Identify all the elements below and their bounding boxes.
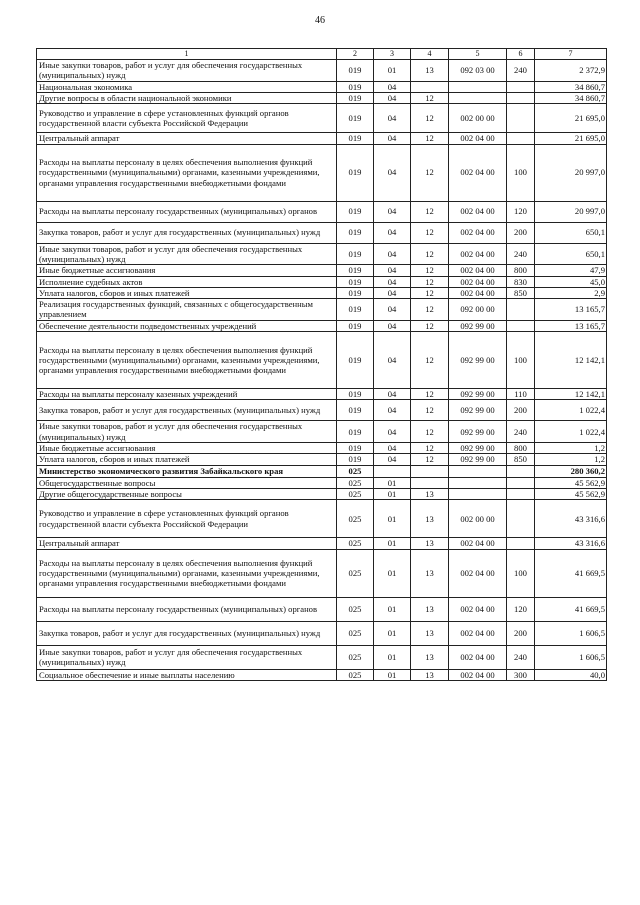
row-gr-code: 019: [337, 92, 374, 103]
row-target-item: [449, 488, 507, 499]
row-amount: 280 360,2: [535, 465, 607, 477]
row-amount: 41 669,5: [535, 597, 607, 621]
row-gr-code: 019: [337, 81, 374, 92]
row-name: Уплата налогов, сборов и иных платежей: [37, 454, 337, 465]
row-expense-type: 120: [507, 201, 535, 222]
row-amount: 20 997,0: [535, 144, 607, 201]
row-gr-code: 019: [337, 276, 374, 287]
table-row: [37, 549, 607, 597]
row-amount: 34 860,7: [535, 92, 607, 103]
row-subsection: 12: [411, 454, 449, 465]
row-target-item: 002 04 00: [449, 538, 507, 549]
row-name: Общегосударственные вопросы: [37, 477, 337, 488]
row-name: Другие общегосударственные вопросы: [37, 488, 337, 499]
row-subsection: 13: [411, 488, 449, 499]
row-subsection: 13: [411, 621, 449, 645]
row-expense-type: [507, 500, 535, 538]
row-section: 01: [374, 621, 411, 645]
row-gr-code: 019: [337, 265, 374, 276]
row-expense-type: [507, 81, 535, 92]
row-section: 01: [374, 60, 411, 82]
row-name: Иные закупки товаров, работ и услуг для обеспечения государственных (муниципальных) нужд: [37, 421, 337, 443]
row-gr-code: 025: [337, 538, 374, 549]
row-subsection: 12: [411, 276, 449, 287]
row-amount: 40,0: [535, 669, 607, 680]
row-gr-code: 019: [337, 60, 374, 82]
row-subsection: 13: [411, 669, 449, 680]
header-cell: 7: [535, 49, 607, 60]
row-subsection: 12: [411, 144, 449, 201]
row-target-item: 092 99 00: [449, 389, 507, 400]
row-amount: 2,9: [535, 287, 607, 298]
row-section: 04: [374, 454, 411, 465]
row-section: 04: [374, 104, 411, 133]
row-section: 04: [374, 299, 411, 321]
row-subsection: 12: [411, 320, 449, 331]
row-expense-type: 800: [507, 443, 535, 454]
row-amount: 43 316,6: [535, 500, 607, 538]
row-subsection: 12: [411, 92, 449, 103]
row-gr-code: 019: [337, 287, 374, 298]
row-name: Расходы на выплаты персоналу в целях обеспечения выполнения функций государственными (муниципальными) органами, казенными учреждениями, органами управления государственными внебюджетными фондами: [37, 549, 337, 597]
table-row: [37, 222, 607, 243]
row-amount: 21 695,0: [535, 104, 607, 133]
row-gr-code: 019: [337, 454, 374, 465]
row-subsection: 12: [411, 332, 449, 389]
row-expense-type: 100: [507, 549, 535, 597]
row-target-item: [449, 92, 507, 103]
row-target-item: 092 99 00: [449, 332, 507, 389]
row-expense-type: [507, 133, 535, 144]
row-name: Иные закупки товаров, работ и услуг для обеспечения государственных (муниципальных) нужд: [37, 243, 337, 265]
row-expense-type: [507, 104, 535, 133]
row-section: 04: [374, 81, 411, 92]
row-expense-type: 240: [507, 421, 535, 443]
row-target-item: 092 99 00: [449, 454, 507, 465]
header-cell: 3: [374, 49, 411, 60]
row-section: 04: [374, 421, 411, 443]
row-section: 04: [374, 332, 411, 389]
table-row: [37, 92, 607, 103]
row-expense-type: 100: [507, 332, 535, 389]
row-name: Обеспечение деятельности подведомственных учреждений: [37, 320, 337, 331]
row-name: Расходы на выплаты персоналу государственных (муниципальных) органов: [37, 201, 337, 222]
row-subsection: 13: [411, 597, 449, 621]
row-subsection: [411, 81, 449, 92]
budget-table: [36, 48, 607, 681]
row-section: 01: [374, 488, 411, 499]
row-name: Министерство экономического развития Забайкальского края: [37, 465, 337, 477]
header-cell: 6: [507, 49, 535, 60]
row-expense-type: 240: [507, 645, 535, 669]
row-name: Иные закупки товаров, работ и услуг для обеспечения государственных (муниципальных) нужд: [37, 60, 337, 82]
header-cell: 2: [337, 49, 374, 60]
row-expense-type: 800: [507, 265, 535, 276]
row-section: 04: [374, 320, 411, 331]
row-target-item: 002 04 00: [449, 597, 507, 621]
row-amount: 12 142,1: [535, 389, 607, 400]
table-row: [37, 276, 607, 287]
table-row: [37, 645, 607, 669]
row-name: Закупка товаров, работ и услуг для государственных (муниципальных) нужд: [37, 621, 337, 645]
row-gr-code: 019: [337, 443, 374, 454]
row-name: Закупка товаров, работ и услуг для государственных (муниципальных) нужд: [37, 222, 337, 243]
row-gr-code: 019: [337, 320, 374, 331]
row-amount: 45 562,9: [535, 477, 607, 488]
row-section: 04: [374, 133, 411, 144]
table-row: [37, 669, 607, 680]
row-target-item: 002 04 00: [449, 265, 507, 276]
row-expense-type: 120: [507, 597, 535, 621]
table-row: [37, 299, 607, 321]
row-subsection: 12: [411, 400, 449, 421]
row-subsection: 12: [411, 287, 449, 298]
table-row: [37, 389, 607, 400]
row-target-item: 002 04 00: [449, 287, 507, 298]
row-subsection: 13: [411, 645, 449, 669]
row-amount: 650,1: [535, 222, 607, 243]
row-subsection: 13: [411, 549, 449, 597]
row-gr-code: 019: [337, 299, 374, 321]
row-name: Расходы на выплаты персоналу в целях обеспечения выполнения функций государственными (муниципальными) органами, казенными учреждениями, органами управления государственными внебюджетными фондами: [37, 332, 337, 389]
row-name: Расходы на выплаты персоналу государственных (муниципальных) органов: [37, 597, 337, 621]
row-expense-type: 830: [507, 276, 535, 287]
table-row: [37, 332, 607, 389]
row-amount: 43 316,6: [535, 538, 607, 549]
row-target-item: 092 99 00: [449, 421, 507, 443]
row-gr-code: 025: [337, 645, 374, 669]
header-cell: 5: [449, 49, 507, 60]
row-name: Уплата налогов, сборов и иных платежей: [37, 287, 337, 298]
row-target-item: 092 00 00: [449, 299, 507, 321]
row-expense-type: 850: [507, 454, 535, 465]
row-subsection: 12: [411, 243, 449, 265]
header-cell: 4: [411, 49, 449, 60]
row-subsection: 12: [411, 299, 449, 321]
table-row: [37, 500, 607, 538]
row-target-item: 002 00 00: [449, 500, 507, 538]
row-name: Национальная экономика: [37, 81, 337, 92]
row-gr-code: 019: [337, 201, 374, 222]
row-expense-type: [507, 92, 535, 103]
row-name: Иные бюджетные ассигнования: [37, 265, 337, 276]
row-gr-code: 019: [337, 222, 374, 243]
row-subsection: 13: [411, 60, 449, 82]
row-gr-code: 025: [337, 549, 374, 597]
row-name: Руководство и управление в сфере установленных функций органов государственной власти субъекта Российской Федерации: [37, 500, 337, 538]
row-gr-code: 019: [337, 332, 374, 389]
row-subsection: 12: [411, 265, 449, 276]
row-amount: 13 165,7: [535, 320, 607, 331]
row-amount: 13 165,7: [535, 299, 607, 321]
row-gr-code: 019: [337, 389, 374, 400]
row-amount: 1 606,5: [535, 645, 607, 669]
row-gr-code: 025: [337, 621, 374, 645]
row-section: 04: [374, 400, 411, 421]
row-subsection: 12: [411, 389, 449, 400]
row-section: 04: [374, 201, 411, 222]
row-section: 04: [374, 443, 411, 454]
row-amount: 34 860,7: [535, 81, 607, 92]
row-name: Иные бюджетные ассигнования: [37, 443, 337, 454]
row-target-item: 002 04 00: [449, 549, 507, 597]
row-target-item: 092 99 00: [449, 320, 507, 331]
table-row: [37, 597, 607, 621]
row-section: 04: [374, 144, 411, 201]
table-row: [37, 477, 607, 488]
table-row: [37, 320, 607, 331]
row-expense-type: 200: [507, 400, 535, 421]
row-amount: 21 695,0: [535, 133, 607, 144]
row-amount: 45 562,9: [535, 488, 607, 499]
row-amount: 1 022,4: [535, 400, 607, 421]
header-row: [37, 49, 607, 60]
row-expense-type: 300: [507, 669, 535, 680]
row-amount: 20 997,0: [535, 201, 607, 222]
row-amount: 1 022,4: [535, 421, 607, 443]
table-row: [37, 488, 607, 499]
row-section: 04: [374, 265, 411, 276]
row-gr-code: 025: [337, 597, 374, 621]
row-expense-type: [507, 299, 535, 321]
row-name: Расходы на выплаты персоналу казенных учреждений: [37, 389, 337, 400]
row-name: Руководство и управление в сфере установленных функций органов государственной власти субъекта Российской Федерации: [37, 104, 337, 133]
row-gr-code: 019: [337, 421, 374, 443]
table-row: [37, 201, 607, 222]
row-amount: 47,9: [535, 265, 607, 276]
row-section: 04: [374, 92, 411, 103]
row-expense-type: [507, 477, 535, 488]
row-amount: 41 669,5: [535, 549, 607, 597]
table-row: [37, 454, 607, 465]
row-section: 01: [374, 538, 411, 549]
row-name: Центральный аппарат: [37, 133, 337, 144]
row-subsection: 12: [411, 133, 449, 144]
row-expense-type: 110: [507, 389, 535, 400]
row-section: 01: [374, 669, 411, 680]
row-section: 01: [374, 477, 411, 488]
row-amount: 650,1: [535, 243, 607, 265]
row-section: 04: [374, 222, 411, 243]
row-subsection: 12: [411, 104, 449, 133]
row-gr-code: 019: [337, 144, 374, 201]
row-subsection: 13: [411, 500, 449, 538]
row-subsection: 12: [411, 201, 449, 222]
row-expense-type: 200: [507, 222, 535, 243]
row-target-item: 092 03 00: [449, 60, 507, 82]
table-row: [37, 265, 607, 276]
row-amount: 2 372,9: [535, 60, 607, 82]
row-name: Другие вопросы в области национальной экономики: [37, 92, 337, 103]
row-amount: 1,2: [535, 443, 607, 454]
row-section: 01: [374, 549, 411, 597]
row-target-item: 002 04 00: [449, 645, 507, 669]
table-row: [37, 421, 607, 443]
row-gr-code: 025: [337, 500, 374, 538]
row-expense-type: 100: [507, 144, 535, 201]
row-target-item: 002 04 00: [449, 669, 507, 680]
table-row: [37, 400, 607, 421]
row-subsection: 12: [411, 222, 449, 243]
table-row: [37, 104, 607, 133]
row-name: Центральный аппарат: [37, 538, 337, 549]
row-target-item: [449, 477, 507, 488]
row-expense-type: [507, 465, 535, 477]
page-number: 46: [315, 15, 325, 26]
row-expense-type: [507, 538, 535, 549]
row-target-item: 002 04 00: [449, 133, 507, 144]
row-subsection: 12: [411, 443, 449, 454]
table-row: [37, 538, 607, 549]
row-target-item: 002 00 00: [449, 104, 507, 133]
row-target-item: 002 04 00: [449, 201, 507, 222]
row-name: Расходы на выплаты персоналу в целях обеспечения выполнения функций государственными (муниципальными) органами, казенными учреждениями, органами управления государственными внебюджетными фондами: [37, 144, 337, 201]
row-target-item: 092 99 00: [449, 443, 507, 454]
row-expense-type: [507, 320, 535, 331]
row-target-item: [449, 465, 507, 477]
row-expense-type: 850: [507, 287, 535, 298]
row-target-item: 002 04 00: [449, 276, 507, 287]
row-amount: 12 142,1: [535, 332, 607, 389]
table-row: [37, 81, 607, 92]
row-name: Исполнение судебных актов: [37, 276, 337, 287]
table-row: [37, 621, 607, 645]
row-section: [374, 465, 411, 477]
row-section: 04: [374, 389, 411, 400]
row-gr-code: 025: [337, 669, 374, 680]
row-expense-type: 200: [507, 621, 535, 645]
row-gr-code: 025: [337, 465, 374, 477]
table-row: [37, 243, 607, 265]
row-gr-code: 019: [337, 133, 374, 144]
table-row: [37, 443, 607, 454]
row-section: 04: [374, 287, 411, 298]
table-row: [37, 60, 607, 82]
row-subsection: 12: [411, 421, 449, 443]
row-gr-code: 019: [337, 243, 374, 265]
row-name: Реализация государственных функций, связанных с общегосударственным управлением: [37, 299, 337, 321]
row-section: 04: [374, 243, 411, 265]
row-section: 01: [374, 597, 411, 621]
row-expense-type: 240: [507, 243, 535, 265]
row-name: Социальное обеспечение и иные выплаты населению: [37, 669, 337, 680]
row-target-item: 002 04 00: [449, 144, 507, 201]
table-row: [37, 465, 607, 477]
row-subsection: [411, 465, 449, 477]
row-gr-code: 025: [337, 477, 374, 488]
row-amount: 45,0: [535, 276, 607, 287]
row-amount: 1,2: [535, 454, 607, 465]
row-subsection: 13: [411, 538, 449, 549]
row-target-item: 002 04 00: [449, 621, 507, 645]
row-subsection: [411, 477, 449, 488]
row-target-item: 002 04 00: [449, 243, 507, 265]
header-cell: 1: [37, 49, 337, 60]
row-target-item: 002 04 00: [449, 222, 507, 243]
table-row: [37, 144, 607, 201]
row-gr-code: 019: [337, 104, 374, 133]
row-section: 04: [374, 276, 411, 287]
row-amount: 1 606,5: [535, 621, 607, 645]
row-name: Иные закупки товаров, работ и услуг для обеспечения государственных (муниципальных) нужд: [37, 645, 337, 669]
row-expense-type: [507, 488, 535, 499]
row-gr-code: 019: [337, 400, 374, 421]
row-target-item: [449, 81, 507, 92]
table-row: [37, 133, 607, 144]
row-gr-code: 025: [337, 488, 374, 499]
row-section: 01: [374, 645, 411, 669]
table-row: [37, 287, 607, 298]
row-target-item: 092 99 00: [449, 400, 507, 421]
row-expense-type: 240: [507, 60, 535, 82]
row-name: Закупка товаров, работ и услуг для государственных (муниципальных) нужд: [37, 400, 337, 421]
row-section: 01: [374, 500, 411, 538]
